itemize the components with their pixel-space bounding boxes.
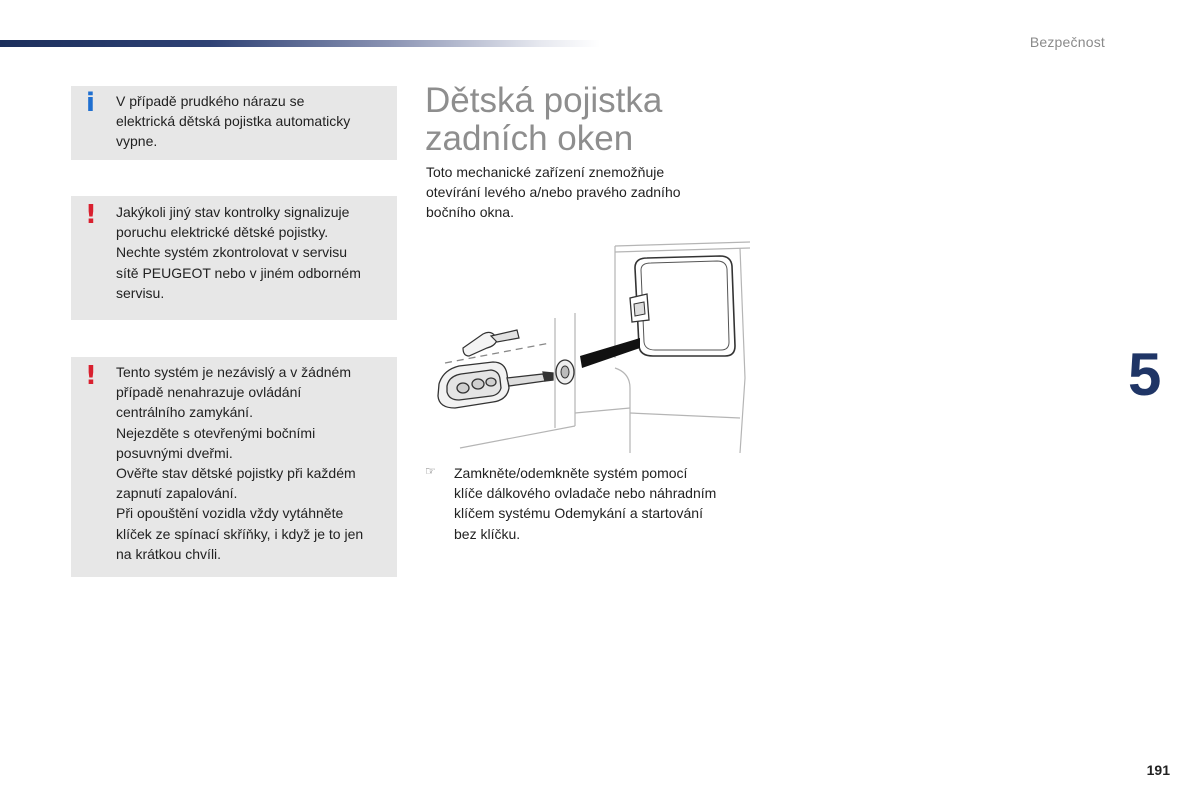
text-line: klíčem systému Odemykání a startování — [454, 505, 703, 522]
text-line: Nejezděte s otevřenými bočními — [116, 424, 316, 441]
title-line: zadních oken — [425, 119, 634, 158]
warning-icon: ! — [85, 361, 97, 391]
text-line: Při opouštění vozidla vždy vytáhněte — [116, 505, 344, 522]
text-line: otevírání levého a/nebo pravého zadního — [426, 184, 681, 201]
warning-box-text — [116, 202, 396, 303]
warning-box-text — [116, 362, 396, 564]
text-line: poruchu elektrické dětské pojistky. — [116, 224, 329, 241]
text-line: bočního okna. — [426, 204, 514, 221]
text-line: zapnutí zapalování. — [116, 485, 238, 502]
text-line: Toto mechanické zařízení znemožňuje — [426, 164, 665, 180]
text-line: V případě prudkého nárazu se — [116, 93, 305, 109]
title-line: Dětská pojistka — [425, 81, 663, 120]
text-line: Jakýkoli jiný stav kontrolky signalizuje — [116, 204, 350, 220]
warning-box — [71, 357, 397, 577]
info-icon: i — [86, 88, 95, 118]
text-line: Nechte systém zkontrolovat v servisu — [116, 244, 348, 261]
text-line: Ověřte stav dětské pojistky při každém — [116, 465, 356, 482]
text-line: vypne. — [116, 133, 158, 150]
chapter-number: 5 — [1128, 341, 1162, 408]
text-line: klíček ze spínací skříňky, i když je to jen — [116, 525, 364, 542]
warning-icon: ! — [85, 200, 97, 230]
warning-box — [71, 196, 397, 320]
text-line: na krátkou chvíli. — [116, 545, 222, 562]
child-lock-illustration — [425, 238, 755, 453]
text-line: elektrická dětská pojistka automaticky — [116, 113, 351, 130]
header-accent-bar — [0, 40, 600, 47]
text-line: případě nenahrazuje ovládání — [116, 384, 302, 401]
text-line: servisu. — [116, 284, 165, 301]
text-line: centrálního zamykání. — [116, 404, 253, 421]
instruction-text — [454, 463, 754, 544]
text-line: bez klíčku. — [454, 525, 521, 542]
section-title: Bezpečnost — [1029, 34, 1105, 50]
text-line: sítě PEUGEOT nebo v jiném odborném — [116, 264, 361, 281]
intro-paragraph — [426, 162, 736, 223]
info-box-text — [116, 91, 396, 152]
pointing-hand-icon: ☞ — [425, 464, 436, 478]
page-number: 191 — [1146, 762, 1170, 778]
info-box — [71, 86, 397, 160]
page-title — [425, 82, 785, 158]
text-line: Zamkněte/odemkněte systém pomocí — [454, 465, 688, 481]
text-line: klíče dálkového ovladače nebo náhradním — [454, 485, 717, 502]
text-line: Tento systém je nezávislý a v žádném — [116, 364, 351, 380]
text-line: posuvnými dveřmi. — [116, 444, 233, 461]
